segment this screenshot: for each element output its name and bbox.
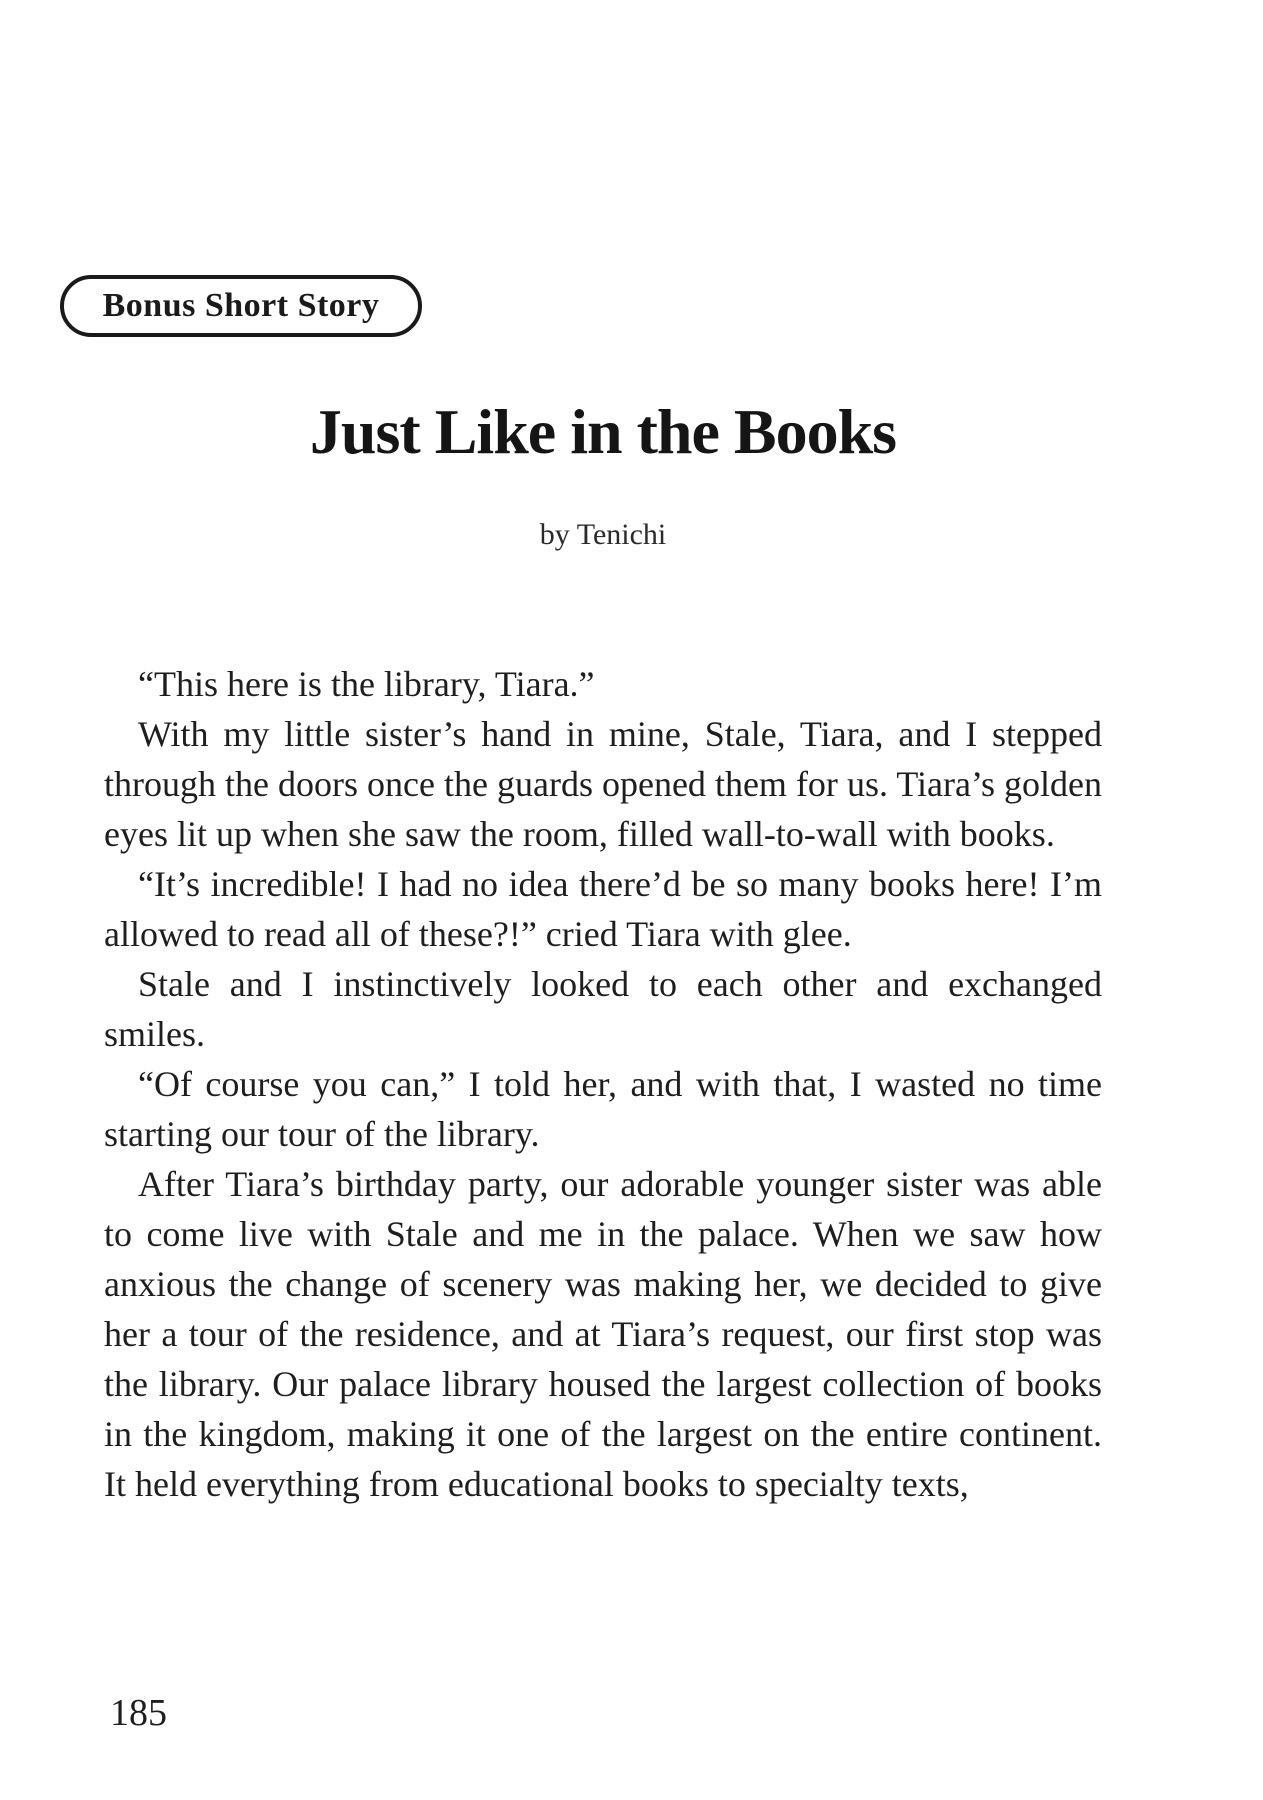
- story-paragraph: After Tiara’s birthday party, our adorable younger sister was able to come live with Stale and me in the palace. When we saw how anxious the change of scenery was making her, we decided to give her a tour of the residence, and at Tiara’s request, our first stop was the library. Our palace library housed the largest collection of books in the kingdom, making it one of the largest on the entire continent. It held everything from educational books to specialty texts,: [104, 1164, 1102, 1504]
- bonus-short-story-badge: [60, 275, 422, 337]
- story-body: [104, 659, 1102, 1509]
- story-paragraph: With my little sister’s hand in mine, Stale, Tiara, and I stepped through the doors once the guards opened them for us. Tiara’s golden eyes lit up when she saw the room, filled wall-to-wall with books.: [104, 714, 1102, 854]
- story-paragraph: “It’s incredible! I had no idea there’d be so many books here! I’m allowed to read all of these?!” cried Tiara with glee.: [104, 864, 1102, 954]
- story-paragraph: “This here is the library, Tiara.”: [138, 664, 595, 704]
- story-paragraph: Stale and I instinctively looked to each other and exchanged smiles.: [104, 964, 1102, 1054]
- story-title: Just Like in the Books: [309, 396, 897, 467]
- badge-label: Bonus Short Story: [102, 287, 380, 324]
- page-number: 185: [110, 1692, 167, 1734]
- story-byline: by Tenichi: [539, 518, 667, 551]
- story-paragraph: “Of course you can,” I told her, and with that, I wasted no time starting our tour of the library.: [104, 1064, 1102, 1154]
